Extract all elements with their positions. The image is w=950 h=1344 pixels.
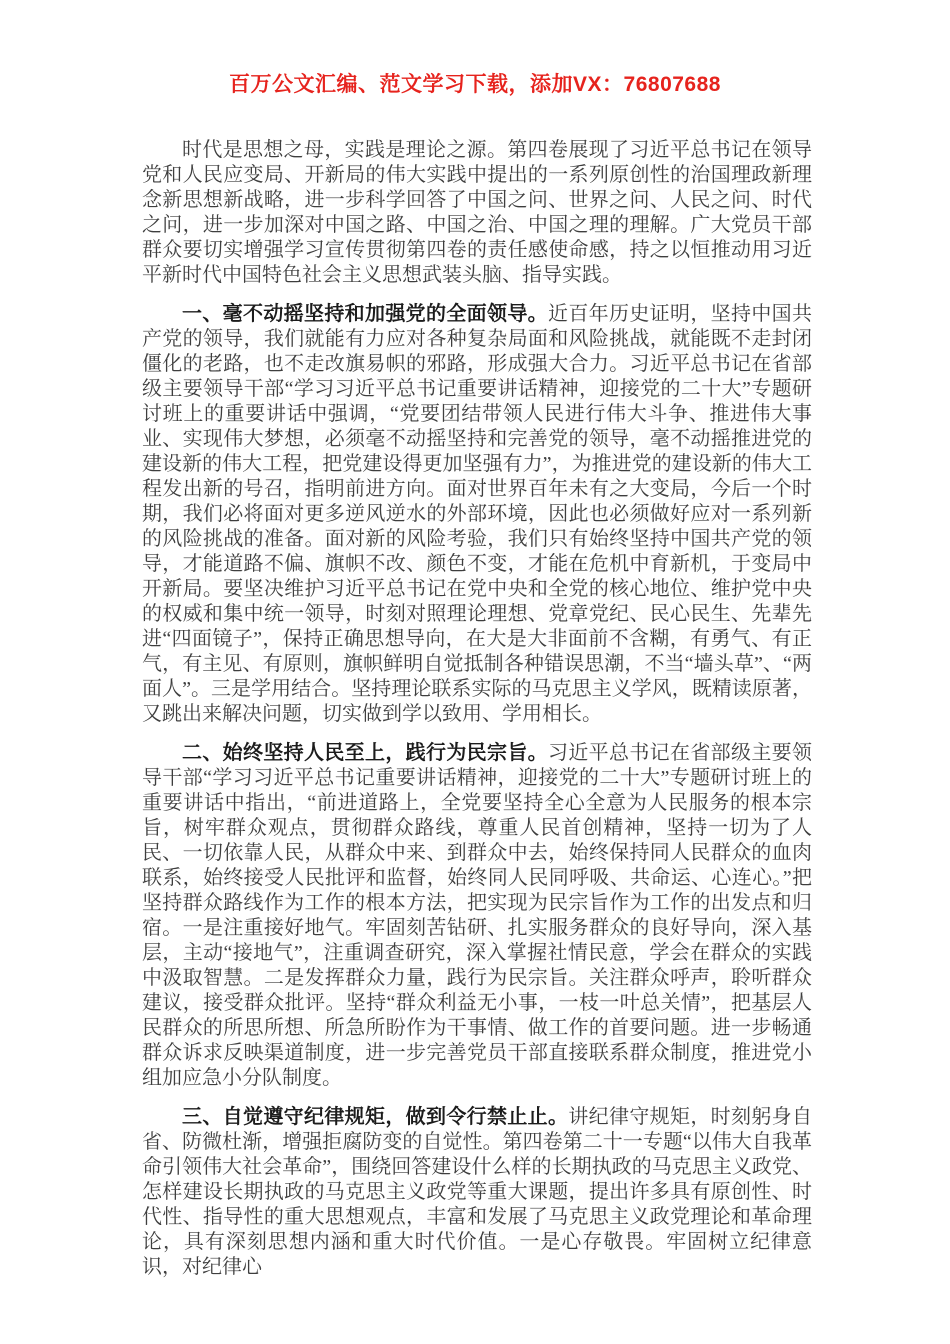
- paragraph-section-1: [142, 302, 812, 727]
- paragraph-intro-text: 时代是思想之母，实践是理论之源。第四卷展现了习近平总书记在领导党和人民应变局、开新局的伟大实践中提出的一系列原创性的治国理政新理念新思想新战略，进一步科学回答了中国之问、世界之问、人民之问、时代之问，进一步加深对中国之路、中国之治、中国之理的理解。广大党员干部群众要切实增强学习宣传贯彻第四卷的责任感使命感，持之以恒推动用习近平新时代中国特色社会主义思想武装头脑、指导实践。: [142, 139, 812, 286]
- paragraph-section-3: [142, 1105, 812, 1280]
- section-2-heading: 二、始终坚持人民至上，践行为民宗旨。: [182, 742, 548, 764]
- document-body: [142, 138, 812, 1280]
- section-3-text: 讲纪律守规矩，时刻躬身自省、防微杜渐，增强拒腐防变的自觉性。第四卷第二十一专题“以伟大自我革命引领伟大社会革命”，围绕回答建设什么样的长期执政的马克思主义政党、怎样建设长期执政的马克思主义政党等重大课题，提出许多具有原创性、时代性、指导性的重大思想观点，丰富和发展了马克思主义政党理论和革命理论，具有深刻思想内涵和重大时代价值。一是心存敬畏。牢固树立纪律意识，对纪律心: [142, 1106, 813, 1278]
- section-3-heading: 三、自觉遵守纪律规矩，做到令行禁止止。: [182, 1106, 569, 1128]
- promo-banner: 百万公文汇编、范文学习下载，添加VX：76807688: [229, 73, 721, 96]
- section-1-text: 近百年历史证明，坚持中国共产党的领导，我们就能有力应对各种复杂局面和风险挑战，就能既不走封闭僵化的老路，也不走改旗易帜的邪路，形成强大合力。习近平总书记在省部级主要领导干部“学习习近平总书记重要讲话精神，迎接党的二十大”专题研讨班上的重要讲话中强调，“党要团结带领人民进行伟大斗争、推进伟大事业、实现伟大梦想，必须毫不动摇坚持和完善党的领导，毫不动摇推进党的建设新的伟大工程，把党建设得更加坚强有力”，为推进党的建设新的伟大工程发出新的号召，指明前进方向。面对世界百年未有之大变局，今后一个时期，我们必将面对更多逆风逆水的外部环境，因此也必须做好应对一系列新的风险挑战的准备。面对新的风险考验，我们只有始终坚持中国共产党的领导，才能道路不偏、旗帜不改、颜色不变，才能在危机中育新机，于变局中开新局。要坚决维护习近平总书记在党中央和全党的核心地位、维护党中央的权威和集中统一领导，时刻对照理论理想、党章党纪、民心民生、先辈先进“四面镜子”，保持正确思想导向，在大是大非面前不含糊，有勇气、有正气，有主见、有原则，旗帜鲜明自觉抵制各种错误思潮，不当“墙头草”、“两面人”。三是学用结合。坚持理论联系实际的马克思主义学风，既精读原著，又跳出来解决问题，切实做到学以致用、学用相长。: [142, 303, 812, 725]
- section-2-text: 习近平总书记在省部级主要领导干部“学习习近平总书记重要讲话精神，迎接党的二十大”专题研讨班上的重要讲话中指出，“前进道路上，全党要坚持全心全意为人民服务的根本宗旨，树牢群众观点，贯彻群众路线，尊重人民首创精神，坚持一切为了人民、一切依靠人民，从群众中来、到群众中去，始终保持同人民群众的血肉联系，始终接受人民批评和监督，始终同人民同呼吸、共命运、心连心。”把坚持群众路线作为工作的根本方法，把实现为民宗旨作为工作的出发点和归宿。一是注重接好地气。牢固刻苦钻研、扎实服务群众的良好导向，深入基层，主动“接地气”，注重调查研究，深入掌握社情民意，学会在群众的实践中汲取智慧。二是发挥群众力量，践行为民宗旨。关注群众呼声，聆听群众建议，接受群众批评。坚持“群众利益无小事，一枝一叶总关情”，把基层人民群众的所思所想、所急所盼作为干事情、做工作的首要问题。进一步畅通群众诉求反映渠道制度，进一步完善党员干部直接联系群众制度，推进党小组加应急小分队制度。: [142, 742, 812, 1089]
- paragraph-section-2: [142, 741, 812, 1091]
- paragraph-intro: [142, 138, 812, 288]
- section-1-heading: 一、毫不动摇坚持和加强党的全面领导。: [182, 303, 548, 325]
